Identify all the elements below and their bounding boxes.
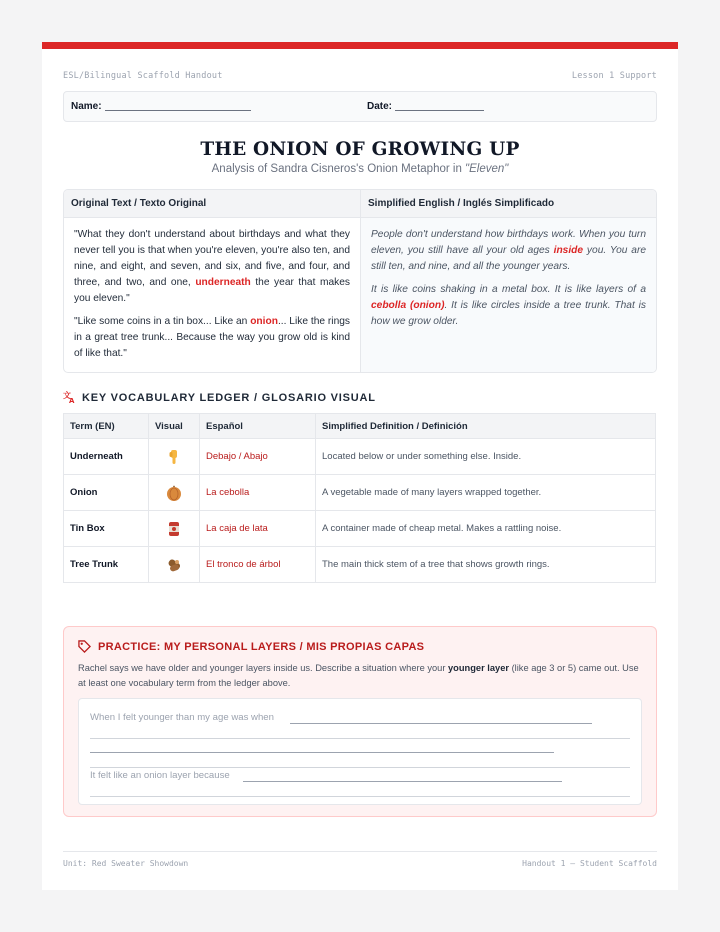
vocab-table (63, 413, 656, 583)
original-paragraph: "Like some coins in a tin box... Like an onion... Like the rings in a great tree trunk... Because the way you grow old is kind of like that." (74, 316, 350, 359)
response-line-3[interactable] (90, 768, 630, 797)
definition: Located below or under something else. Inside. (316, 439, 656, 475)
handout-type: ESL/Bilingual Scaffold Handout (63, 71, 223, 81)
response-area[interactable] (78, 698, 642, 805)
table-row (64, 511, 656, 547)
page-subtitle (63, 163, 657, 175)
term: Underneath (64, 439, 149, 475)
vocab-heading (63, 390, 657, 406)
term: Onion (64, 475, 149, 511)
handout-label: Handout 1 — Student Scaffold (522, 859, 657, 868)
sentence-starter: When I felt younger than my age was when (90, 712, 274, 723)
highlight-word: underneath (195, 277, 251, 288)
definition: A container made of cheap metal. Makes a rattling noise. (316, 511, 656, 547)
emphasis: younger layer (448, 663, 509, 673)
original-body (64, 218, 360, 362)
name-line[interactable] (105, 110, 251, 111)
date-line[interactable] (395, 110, 484, 111)
highlight-word: inside (553, 245, 584, 256)
wood-log-icon (165, 556, 183, 574)
translate-icon (63, 390, 76, 406)
lesson-label: Lesson 1 Support (571, 71, 657, 81)
visual-cell (149, 511, 200, 547)
tag-icon (78, 640, 91, 653)
svg-text:A: A (69, 397, 76, 403)
svg-text:文: 文 (63, 391, 72, 400)
response-line-1[interactable] (90, 710, 630, 739)
blank-line[interactable] (290, 723, 592, 724)
page-title: THE ONION OF GROWING UP (200, 139, 520, 160)
simplified-paragraph: People don't understand how birthdays work. When you turn eleven, you still have all your old ages inside you. You are still ten, and nine, and all the younger years. (371, 229, 647, 272)
practice-prompt: Rachel says we have older and younger layers inside us. Describe a situation where your younger layer (like age 3 or 5) came out. Use at least one vocabulary term from the ledger above. (78, 663, 639, 688)
original-heading: Original Text / Texto Original (64, 190, 360, 218)
vocab-heading-text: KEY VOCABULARY LEDGER / GLOSARIO VISUAL (82, 392, 376, 404)
definition: A vegetable made of many layers wrapped together. (316, 475, 656, 511)
response-line-2[interactable] (90, 739, 630, 768)
highlight-word: onion (250, 316, 278, 327)
spanish-term: La cebolla (200, 475, 316, 511)
practice-heading (78, 640, 642, 653)
table-row (64, 475, 656, 511)
pointing-down-icon (165, 448, 183, 466)
visual-cell (149, 439, 200, 475)
simplified-column (360, 190, 656, 372)
onion-icon (165, 484, 183, 502)
date-field[interactable] (367, 101, 484, 112)
handout-page (42, 42, 678, 890)
col-term: Term (EN) (64, 414, 149, 439)
spanish-term: Debajo / Abajo (200, 439, 316, 475)
original-paragraph: "What they don't understand about birthdays and what they never tell you is that when you're eleven, you're also ten, and nine, and eight, and seven, and six, and five, and four, and three, and two, and one, underneath the year that makes you eleven." (74, 229, 350, 304)
accent-bar (42, 42, 678, 49)
practice-heading-text: PRACTICE: MY PERSONAL LAYERS / MIS PROPIAS CAPAS (98, 640, 425, 653)
name-label: Name: (71, 101, 102, 112)
simplified-paragraph: It is like coins shaking in a metal box. It is like layers of a cebolla (onion). It is like circles inside a tree trunk. That is how we grow older. (371, 284, 646, 327)
tin-can-icon (165, 520, 183, 538)
name-field[interactable] (71, 101, 367, 112)
col-spanish: Español (200, 414, 316, 439)
text-comparison (63, 189, 657, 373)
highlight-word: cebolla (onion) (371, 300, 445, 311)
name-date-box (63, 91, 657, 122)
simplified-body (361, 218, 656, 373)
term: Tree Trunk (64, 547, 149, 583)
blank-line[interactable] (90, 752, 554, 753)
term: Tin Box (64, 511, 149, 547)
subtitle-work: "Eleven" (465, 163, 509, 175)
col-definition: Simplified Definition / Definición (316, 414, 656, 439)
subtitle-text: Analysis of Sandra Cisneros's Onion Metaphor in (211, 163, 466, 175)
col-visual: Visual (149, 414, 200, 439)
sentence-starter: It felt like an onion layer because (90, 770, 230, 781)
handout-header (63, 71, 657, 81)
spanish-term: La caja de lata (200, 511, 316, 547)
practice-box (63, 626, 657, 817)
original-column (64, 190, 360, 372)
spanish-term: El tronco de árbol (200, 547, 316, 583)
visual-cell (149, 547, 200, 583)
table-row (64, 439, 656, 475)
table-header-row (64, 414, 656, 439)
page-footer (63, 851, 657, 868)
unit-label: Unit: Red Sweater Showdown (63, 859, 189, 868)
visual-cell (149, 475, 200, 511)
date-label: Date: (367, 101, 393, 112)
blank-line[interactable] (243, 781, 562, 782)
simplified-heading: Simplified English / Inglés Simplificado (361, 190, 656, 218)
table-row (64, 547, 656, 583)
definition: The main thick stem of a tree that shows growth rings. (316, 547, 656, 583)
